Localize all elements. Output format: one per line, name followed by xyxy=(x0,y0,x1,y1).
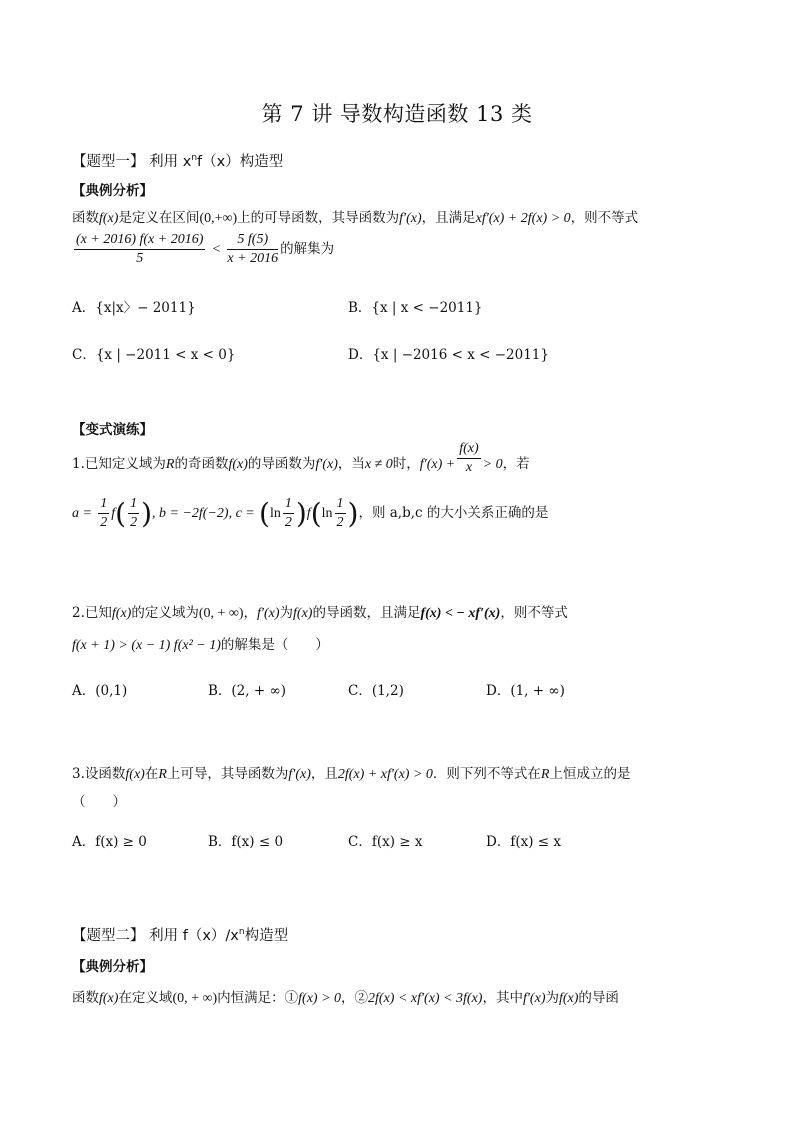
half-num: 1 xyxy=(128,496,139,514)
q-text: 的导函 xyxy=(578,990,619,1006)
half-num: 1 xyxy=(283,496,294,514)
b-c-equals: , b = −2f(−2), c = xyxy=(152,506,255,521)
q2-option-b: B．(2, + ∞) xyxy=(208,683,286,699)
q-text: ，则 a,b,c 的大小关系正确的是 xyxy=(358,505,549,521)
section2-example-label: 【典例分析】 xyxy=(72,959,153,975)
fraction-right-den: x + 2016 xyxy=(227,251,279,266)
variant-q1-line1 xyxy=(72,441,530,476)
variant-q1-line2: a = $\frac{1}{2}$ f( $\frac{1}{2}$ ), b = −2f(−2), c = (ln $\frac{1}{2}$ )f(ln $\frac{1}{2}$ )，则 a,b,c 的大小关系正确的是 xyxy=(72,496,549,530)
q-text: 2.已知 xyxy=(72,605,112,621)
q-condition: xf′(x) + 2f(x) > 0 xyxy=(475,211,571,226)
q-fx: f(x) xyxy=(558,991,579,1006)
q1-fraction-num: f(x) xyxy=(457,441,480,459)
section1-example-label: 【典例分析】 xyxy=(72,183,153,199)
option-b: B．{x | x < −2011} xyxy=(348,300,483,316)
q-text: ，且满足 xyxy=(421,210,476,226)
q1-fraction-den: x xyxy=(465,460,473,475)
variant-q2-line1 xyxy=(72,601,568,622)
q-text: ，当 xyxy=(337,456,365,472)
variant-label: 【变式演练】 xyxy=(72,422,153,438)
q-condition: f(x) < − xf′(x) xyxy=(420,606,501,621)
option-c: C．{x | −2011 < x < 0} xyxy=(72,347,236,363)
section1-heading-text-b: f（x）构造型 xyxy=(197,154,284,170)
q-R: R xyxy=(158,767,167,782)
q-fpx: f′(x) xyxy=(522,991,546,1006)
half-den: 2 xyxy=(336,515,344,530)
q-fpx: f′(x) xyxy=(399,211,422,226)
section2-question-line1 xyxy=(72,986,619,1007)
q-text: 3.设函数 xyxy=(72,766,126,782)
less-than: < xyxy=(211,242,222,257)
f-symbol: f xyxy=(306,506,311,521)
half-num: 1 xyxy=(335,496,346,514)
half-den: 2 xyxy=(100,515,108,530)
q-fx: f(x) xyxy=(99,211,119,226)
q-text: 函数 xyxy=(72,990,99,1006)
q-text: 的导函数为 xyxy=(247,456,316,472)
q-ineq: > 0 xyxy=(482,457,503,472)
q-text: 在 xyxy=(144,766,159,782)
q-text: 的导函数，且满足 xyxy=(312,605,421,621)
q-fpx: f′(x) xyxy=(288,767,311,782)
half-den: 2 xyxy=(284,515,292,530)
q-text: ，② xyxy=(341,990,369,1006)
section2-heading-text-b: 构造型 xyxy=(244,928,289,944)
q1-fraction xyxy=(457,441,480,476)
q-text: ，则不等式 xyxy=(570,210,639,226)
q-text: 的定义域为 xyxy=(131,605,199,621)
q-inequality: f(x + 1) > (x − 1) f(x² − 1) xyxy=(72,638,221,653)
variant-q3-line1 xyxy=(72,762,630,783)
q-text: ，则不等式 xyxy=(500,605,568,621)
fraction-left xyxy=(74,232,205,267)
section1-question-line2 xyxy=(72,232,334,267)
q-text: 的解集是（ ） xyxy=(220,637,329,653)
q-text: 为 xyxy=(545,990,559,1006)
fraction-right xyxy=(227,232,278,267)
variant-q2-line2 xyxy=(72,633,329,654)
q2-option-c: C．(1,2) xyxy=(348,683,404,699)
q-text: 为 xyxy=(279,605,294,621)
section1-question-line1 xyxy=(72,206,638,227)
section1-heading xyxy=(72,150,283,171)
half-den: 2 xyxy=(130,515,138,530)
a-equals: a = xyxy=(72,506,92,521)
q-fx: f(x) xyxy=(293,606,313,621)
section2-heading-sup: n xyxy=(238,927,245,938)
q-interval: (0, + ∞) xyxy=(172,991,218,1006)
page-title: 第 7 讲 导数构造函数 13 类 xyxy=(261,102,533,126)
half-fraction xyxy=(335,496,346,531)
q-text: ，且 xyxy=(310,766,338,782)
q-ineq: f′(x) + xyxy=(419,457,456,472)
q-text: 内恒满足：① xyxy=(217,990,299,1006)
q-condition: x ≠ 0 xyxy=(364,457,393,472)
q-text: 上恒成立的是 xyxy=(549,766,631,782)
section2-heading xyxy=(72,924,288,945)
half-fraction xyxy=(128,496,139,531)
half-num: 1 xyxy=(98,496,109,514)
variant-q3-line2: （ ） xyxy=(72,794,126,810)
fraction-left-den: 5 xyxy=(136,251,144,266)
q-fx: f(x) xyxy=(125,767,145,782)
q-fpx: f′(x) xyxy=(315,457,338,472)
q-text: 1.已知定义域为 xyxy=(72,456,166,472)
q-text: ，其中 xyxy=(482,990,523,1006)
q-text: 上的可导函数，其导函数为 xyxy=(237,210,400,226)
q-text: 在定义域 xyxy=(118,990,173,1006)
section1-heading-text-a: 【题型一】 利用 x xyxy=(72,154,192,170)
q-R: R xyxy=(165,457,175,472)
q-condition: f(x) > 0 xyxy=(298,991,342,1006)
q2-option-d: D．(1, + ∞) xyxy=(486,683,565,699)
q-fx: f(x) xyxy=(111,606,132,621)
q-text: ．则下列不等式在 xyxy=(432,766,541,782)
section2-heading-text-a: 【题型二】 利用 f（x）/x xyxy=(72,928,239,944)
fraction-right-num: 5 f(5) xyxy=(227,232,278,250)
ln-symbol: ln xyxy=(269,506,281,521)
q-text: 是定义在区间 xyxy=(118,210,200,226)
q3-option-a: A．f(x) ≥ 0 xyxy=(72,834,147,850)
q-R: R xyxy=(540,767,550,782)
q2-option-a: A．(0,1) xyxy=(72,683,128,699)
q-interval: (0,+∞) xyxy=(199,211,238,226)
option-a: A．{x|x〉− 2011} xyxy=(72,300,196,316)
q-text: 的奇函数 xyxy=(174,456,229,472)
q3-option-b: B．f(x) ≤ 0 xyxy=(208,834,284,850)
half-fraction xyxy=(98,496,109,531)
q-fx: f(x) xyxy=(99,991,119,1006)
q-text: 函数 xyxy=(72,210,99,226)
q-text: 上可导，其导函数为 xyxy=(166,766,289,782)
q3-option-d: D．f(x) ≤ x xyxy=(486,834,561,850)
half-fraction xyxy=(283,496,294,531)
q-fpx: f′(x) xyxy=(257,606,280,621)
q-interval: (0, + ∞) xyxy=(198,606,244,621)
option-d: D．{x | −2016 < x < −2011} xyxy=(348,347,549,363)
q3-option-c: C．f(x) ≥ x xyxy=(348,834,423,850)
f-symbol: f xyxy=(111,506,116,521)
ln-symbol: ln xyxy=(321,506,333,521)
q-text: 时， xyxy=(392,456,420,472)
q-text: ，若 xyxy=(502,456,530,472)
q-text: ， xyxy=(243,605,258,621)
q-condition: 2f(x) < xf′(x) < 3f(x) xyxy=(368,991,483,1006)
q-text: 的解集为 xyxy=(280,241,335,257)
q-condition: 2f(x) + xf′(x) > 0 xyxy=(337,767,433,782)
fraction-left-num: (x + 2016) f(x + 2016) xyxy=(74,232,205,250)
q-fx: f(x) xyxy=(228,457,248,472)
section1-heading-sup: n xyxy=(191,153,198,164)
